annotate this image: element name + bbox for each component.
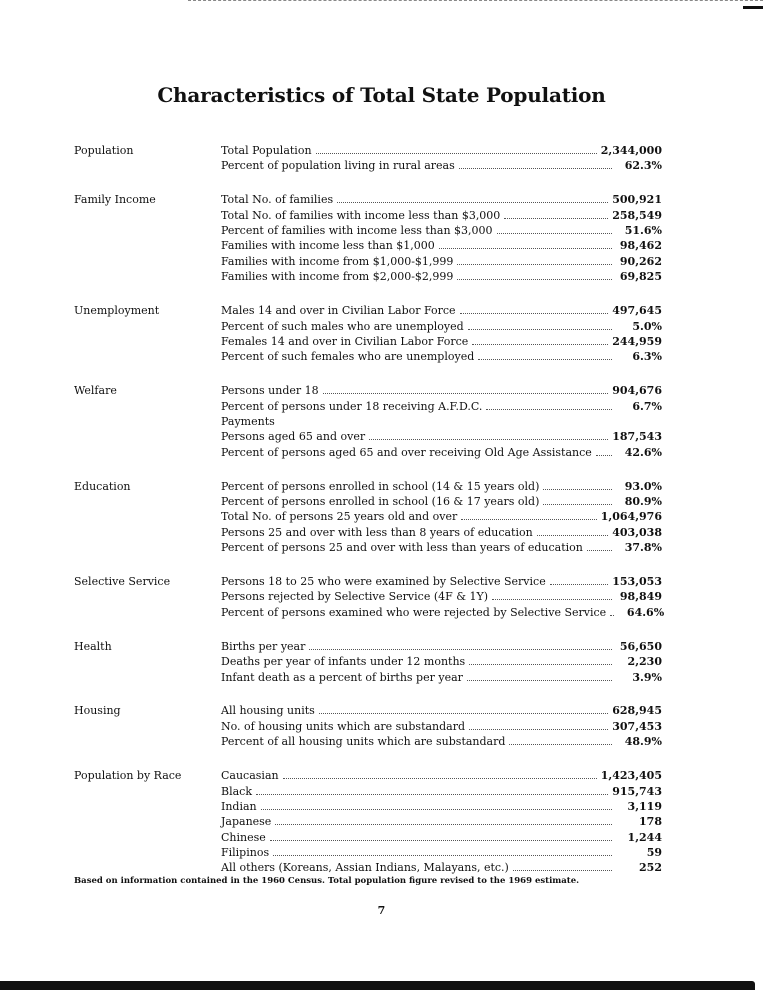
row-value: 62.3% xyxy=(624,159,662,173)
data-row xyxy=(221,429,662,444)
section xyxy=(0,192,763,284)
dot-leader xyxy=(461,519,596,520)
row-label: Infant death as a percent of births per year xyxy=(221,670,463,684)
section-label: Housing xyxy=(74,704,121,718)
page-title: Characteristics of Total State Population xyxy=(157,83,606,107)
dot-leader xyxy=(468,329,612,330)
dot-leader xyxy=(279,424,612,425)
row-value: 93.0% xyxy=(624,479,662,493)
bottom-border-bar xyxy=(0,981,755,990)
row-label: Percent of persons 25 and over with less than years of education xyxy=(221,541,583,555)
data-row xyxy=(221,445,662,460)
section-label: Welfare xyxy=(74,384,117,398)
data-row xyxy=(221,349,662,364)
row-value: 252 xyxy=(639,861,662,875)
sections-list xyxy=(0,143,763,876)
dot-leader xyxy=(469,664,612,665)
row-label: All others (Koreans, Assian Indians, Malayans, etc.) xyxy=(221,861,509,875)
row-value: 48.9% xyxy=(624,735,662,749)
footnote: Based on information contained in the 1960 Census. Total population figure revised to the 1969 estimate. xyxy=(74,876,580,886)
row-label: Births per year xyxy=(221,639,306,653)
dot-leader xyxy=(537,535,609,536)
row-value: 1,423,405 xyxy=(600,769,662,783)
dot-leader xyxy=(504,218,608,219)
data-row xyxy=(221,639,662,654)
row-value: 153,053 xyxy=(612,575,662,589)
dot-leader xyxy=(472,344,608,345)
dot-leader xyxy=(543,489,612,490)
section xyxy=(0,303,763,365)
row-label: Persons under 18 xyxy=(221,384,319,398)
row-value: 403,038 xyxy=(612,525,662,539)
dot-leader xyxy=(509,744,612,745)
data-row xyxy=(221,703,662,718)
data-row xyxy=(221,399,662,414)
row-value: 244,959 xyxy=(612,334,662,348)
section-rows xyxy=(221,383,662,460)
section xyxy=(0,143,763,174)
row-label: Total No. of persons 25 years old and over xyxy=(221,510,458,524)
dot-leader xyxy=(550,584,609,585)
dot-leader xyxy=(439,248,612,249)
section xyxy=(0,768,763,876)
row-label: Percent of persons under 18 receiving A.F.D.C. xyxy=(221,399,483,413)
dot-leader xyxy=(369,439,608,440)
row-label: Percent of families with income less than $3,000 xyxy=(221,224,493,238)
data-row xyxy=(221,734,662,749)
row-value: 3,119 xyxy=(627,799,662,813)
dot-leader xyxy=(486,409,612,410)
data-row xyxy=(221,494,662,509)
top-corner-mark xyxy=(743,6,763,9)
dot-leader xyxy=(323,393,609,394)
dot-leader xyxy=(478,359,612,360)
data-row xyxy=(221,238,662,253)
data-row xyxy=(221,158,662,173)
data-row xyxy=(221,784,662,799)
row-value: 628,945 xyxy=(612,704,662,718)
row-value: 915,743 xyxy=(612,784,662,798)
row-label: Persons 25 and over with less than 8 years of education xyxy=(221,525,533,539)
section-rows xyxy=(221,479,662,556)
row-label: Percent of all housing units which are substandard xyxy=(221,735,506,749)
data-row xyxy=(221,814,662,829)
row-label: Persons 18 to 25 who were examined by Selective Service xyxy=(221,575,546,589)
dot-leader xyxy=(457,279,612,280)
dot-leader xyxy=(492,599,612,600)
section xyxy=(0,703,763,749)
row-label: Deaths per year of infants under 12 months xyxy=(221,655,466,669)
row-label: Families with income from $1,000-$1,999 xyxy=(221,254,454,268)
row-value: 2,230 xyxy=(627,655,662,669)
row-value: 497,645 xyxy=(612,304,662,318)
dot-leader xyxy=(337,202,608,203)
row-label: Families with income less than $1,000 xyxy=(221,239,435,253)
row-label: Percent of persons aged 65 and over receiving Old Age Assistance xyxy=(221,445,592,459)
row-value: 178 xyxy=(639,815,662,829)
data-row xyxy=(221,540,662,555)
row-label: No. of housing units which are substandard xyxy=(221,719,466,733)
section-label: Education xyxy=(74,479,131,493)
row-label: Persons rejected by Selective Service (4F & 1Y) xyxy=(221,590,489,604)
data-row xyxy=(221,303,662,318)
dot-leader xyxy=(459,168,612,169)
section-rows xyxy=(221,574,665,620)
data-row xyxy=(221,654,662,669)
page-number: 7 xyxy=(377,904,386,917)
section-rows xyxy=(221,639,662,685)
row-value: 6.7% xyxy=(632,399,662,413)
data-row xyxy=(221,192,662,207)
section-rows xyxy=(221,768,662,876)
section-rows xyxy=(221,703,662,749)
section-rows xyxy=(221,303,662,365)
row-value: 37.8% xyxy=(624,541,662,555)
data-row xyxy=(221,860,662,875)
row-label: All housing units xyxy=(221,704,315,718)
data-row xyxy=(221,479,662,494)
row-label: Percent of population living in rural areas xyxy=(221,159,455,173)
section-label: Health xyxy=(74,639,112,653)
row-value: 56,650 xyxy=(619,639,662,653)
dot-leader xyxy=(275,824,612,825)
row-label: Males 14 and over in Civilian Labor Force xyxy=(221,304,456,318)
data-row xyxy=(221,605,665,620)
row-value: 90,262 xyxy=(619,254,662,268)
data-row xyxy=(221,845,662,860)
row-value: 51.6% xyxy=(624,224,662,238)
row-value: 1,244 xyxy=(627,830,662,844)
row-label: Japanese xyxy=(221,815,272,829)
row-value: 80.9% xyxy=(624,495,662,509)
data-row xyxy=(221,589,662,604)
row-value: 258,549 xyxy=(612,208,662,222)
section-label: Population xyxy=(74,144,134,157)
dot-leader xyxy=(596,455,612,456)
dot-leader xyxy=(261,809,612,810)
row-value: 500,921 xyxy=(612,193,662,207)
section-rows xyxy=(221,143,662,174)
row-label: Percent of persons enrolled in school (14 & 15 years old) xyxy=(221,479,540,493)
row-label: Percent of persons enrolled in school (16 & 17 years old) xyxy=(221,495,540,509)
row-value: 69,825 xyxy=(619,270,662,284)
section-rows xyxy=(221,192,662,284)
data-row xyxy=(221,383,662,398)
data-row xyxy=(221,254,662,269)
data-row xyxy=(221,525,662,540)
row-value: 6.3% xyxy=(632,350,662,364)
data-row xyxy=(221,509,662,524)
row-label: Caucasian xyxy=(221,769,279,783)
row-value: 904,676 xyxy=(612,384,662,398)
dot-leader xyxy=(467,680,612,681)
section xyxy=(0,479,763,556)
row-label: Filipinos xyxy=(221,846,270,860)
row-value: 98,462 xyxy=(619,239,662,253)
section xyxy=(0,383,763,460)
data-row xyxy=(221,719,662,734)
dot-leader xyxy=(316,153,597,154)
dot-leader xyxy=(457,264,612,265)
row-value: 307,453 xyxy=(612,719,662,733)
row-label: Payments xyxy=(221,414,275,428)
data-row xyxy=(221,574,662,589)
data-row xyxy=(221,414,662,429)
row-value: 98,849 xyxy=(619,590,662,604)
row-label: Percent of persons examined who were rejected by Selective Service xyxy=(221,605,607,619)
row-value: 64.6% xyxy=(626,605,665,619)
dot-leader xyxy=(319,713,608,714)
row-value: 2,344,000 xyxy=(600,144,662,157)
data-row xyxy=(221,334,662,349)
section-label: Selective Service xyxy=(74,575,171,589)
dot-leader xyxy=(513,870,612,871)
dot-leader xyxy=(543,504,612,505)
data-row xyxy=(221,768,662,783)
data-row xyxy=(221,208,662,223)
data-row xyxy=(221,799,662,814)
dot-leader xyxy=(460,313,609,314)
row-value: 1,064,976 xyxy=(600,510,662,524)
row-value: 42.6% xyxy=(624,445,662,459)
row-label: Percent of such females who are unemployed xyxy=(221,350,475,364)
row-value: 5.0% xyxy=(632,319,662,333)
row-value: 59 xyxy=(646,846,662,860)
data-row xyxy=(221,143,662,158)
section-label: Unemployment xyxy=(74,304,160,318)
dot-leader xyxy=(270,840,612,841)
row-label: Families with income from $2,000-$2,999 xyxy=(221,270,454,284)
dot-leader xyxy=(256,794,608,795)
row-label: Total No. of families xyxy=(221,193,334,207)
row-label: Persons aged 65 and over xyxy=(221,430,366,444)
data-row xyxy=(221,830,662,845)
dot-leader xyxy=(283,778,597,779)
dot-leader xyxy=(309,649,612,650)
section xyxy=(0,574,763,620)
data-row xyxy=(221,269,662,284)
section-label: Family Income xyxy=(74,193,156,207)
dot-leader xyxy=(469,729,608,730)
dot-leader xyxy=(587,550,612,551)
row-label: Percent of such males who are unemployed xyxy=(221,319,464,333)
dot-leader xyxy=(497,233,612,234)
data-row xyxy=(221,223,662,238)
row-value: 187,543 xyxy=(612,430,662,444)
row-label: Indian xyxy=(221,799,257,813)
data-row xyxy=(221,319,662,334)
section xyxy=(0,639,763,685)
dot-leader xyxy=(273,855,612,856)
row-label: Females 14 and over in Civilian Labor Force xyxy=(221,334,469,348)
data-row xyxy=(221,670,662,685)
section-label: Population by Race xyxy=(74,769,182,783)
row-value: 3.9% xyxy=(632,670,662,684)
row-label: Chinese xyxy=(221,830,266,844)
row-label: Total No. of families with income less than $3,000 xyxy=(221,208,501,222)
row-label: Black xyxy=(221,784,252,798)
top-border-rule xyxy=(188,0,763,1)
row-label: Total Population xyxy=(221,144,312,157)
